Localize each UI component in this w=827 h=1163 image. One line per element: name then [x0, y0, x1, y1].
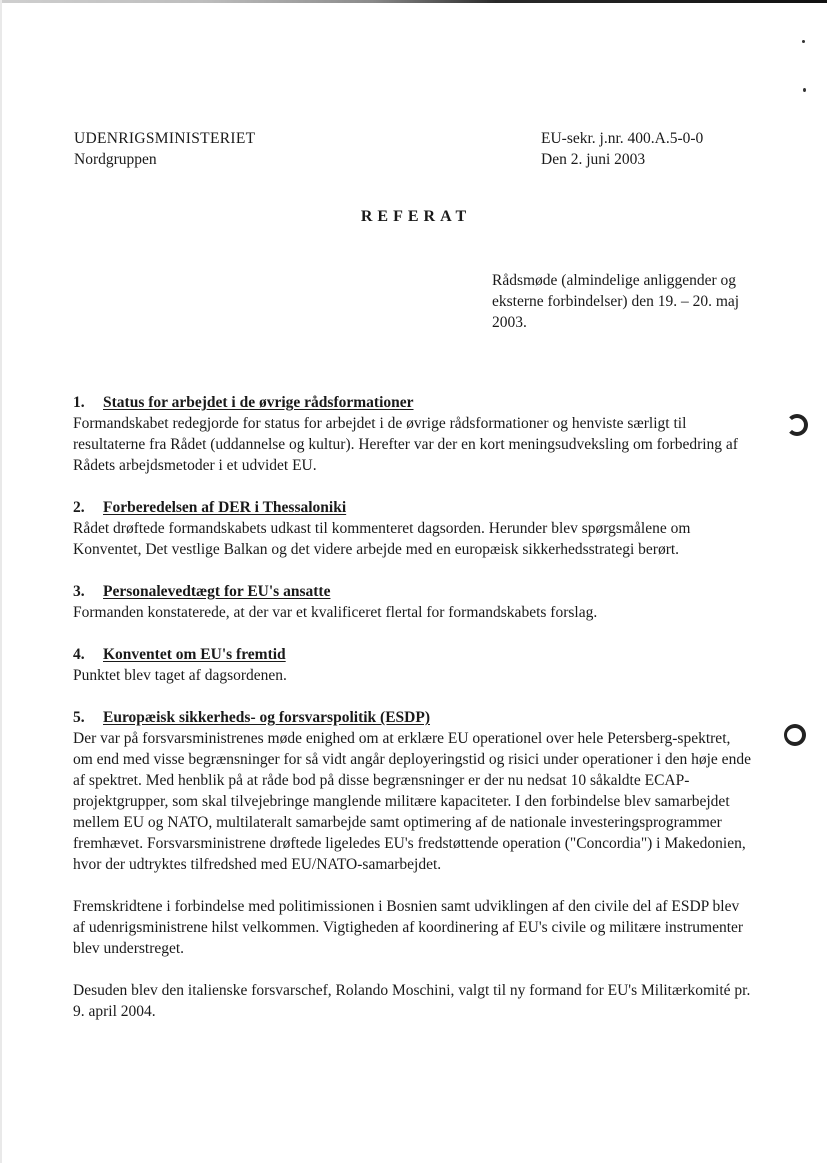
section-title: Personalevedtægt for EU's ansatte [103, 583, 331, 600]
document-body [73, 392, 753, 1043]
department-name: Nordgruppen [74, 151, 157, 168]
section-heading [73, 581, 753, 602]
document-title-wrapper [0, 208, 827, 226]
section-title: Forberedelsen af DER i Thessaloniki [103, 499, 347, 516]
sender-block [74, 128, 255, 170]
section-paragraph: Punktet blev taget af dagsordenen. [73, 667, 287, 684]
document-date: Den 2. juni 2003 [541, 151, 646, 168]
section-title: Europæisk sikkerheds- og forsvarspolitik (ESDP) [103, 709, 430, 726]
section-heading [73, 644, 753, 665]
section-4 [73, 644, 753, 686]
section-number: 4. [73, 646, 85, 663]
reference-block [541, 128, 703, 170]
section-number: 5. [73, 709, 85, 726]
section-1 [73, 392, 753, 476]
journal-number: EU-sekr. j.nr. 400.A.5-0-0 [541, 130, 704, 147]
punch-hole-icon [786, 414, 808, 436]
section-5 [73, 707, 753, 1022]
section-paragraph: Desuden blev den italienske forsvarschef, Rolando Moschini, valgt til ny formand for EU's Militærkomité pr. 9. april 2004. [73, 982, 751, 1020]
section-number: 2. [73, 499, 85, 516]
scan-speck [802, 40, 805, 43]
section-number: 1. [73, 394, 85, 411]
document-title: REFERAT [360, 208, 472, 225]
punch-hole-icon [784, 724, 806, 746]
section-paragraph: Fremskridtene i forbindelse med politimissionen i Bosnien samt udviklingen af den civile del af ESDP blev af udenrigsministrene hilst velkommen. Vigtigheden af koordinering af EU's civile og militære instrumenter blev understreget. [73, 898, 744, 957]
meeting-description: Rådsmøde (almindelige anliggender og eksterne forbindelser) den 19. – 20. maj 2003. [492, 272, 740, 331]
scan-edge-left [0, 0, 2, 1163]
scan-edge-top [0, 0, 827, 3]
section-paragraph: Formanden konstaterede, at der var et kvalificeret flertal for formandskabets forslag. [73, 604, 598, 621]
section-heading [73, 707, 753, 728]
section-number: 3. [73, 583, 85, 600]
section-heading [73, 392, 753, 413]
ministry-name: UDENRIGSMINISTERIET [74, 130, 256, 147]
section-title: Status for arbejdet i de øvrige rådsformationer [103, 394, 414, 411]
section-heading [73, 497, 753, 518]
scan-speck [803, 88, 806, 92]
section-title: Konventet om EU's fremtid [103, 646, 286, 663]
section-2 [73, 497, 753, 560]
section-3 [73, 581, 753, 623]
section-paragraph: Der var på forsvarsministrenes møde enighed om at erklære EU operationel over hele Petersberg-spektret, om end med visse begrænsninger for så vidt angår deployeringstid og risici under operationer i den høje ende af spektret. Med henblik på at råde bod på disse begrænsninger er der nu nedsat 10 såkaldte ECAP-projektgrupper, som skal tilvejebringe manglende militære kapaciteter. I den forbindelse blev samarbejdet mellem EU og NATO, multilateralt samarbejde samt optimering af de nationale investeringsprogrammer fremhævet. Forsvarsministrene drøftede ligeledes EU's fredstøttende operation ("Concordia") i Makedonien, hvor der udtryktes tilfredshed med EU/NATO-samarbejdet. [73, 730, 751, 873]
section-paragraph: Rådet drøftede formandskabets udkast til kommenteret dagsorden. Herunder blev spørgsmålene om Konventet, Det vestlige Balkan og det videre arbejde med en europæisk sikkerhedsstrategi berørt. [73, 520, 691, 558]
section-paragraph: Formandskabet redegjorde for status for arbejdet i de øvrige rådsformationer og henviste særligt til resultaterne fra Rådet (uddannelse og kultur). Herefter var der en kort meningsudveksling om forbedring af Rådets arbejdsmetoder i et udvidet EU. [73, 415, 738, 474]
